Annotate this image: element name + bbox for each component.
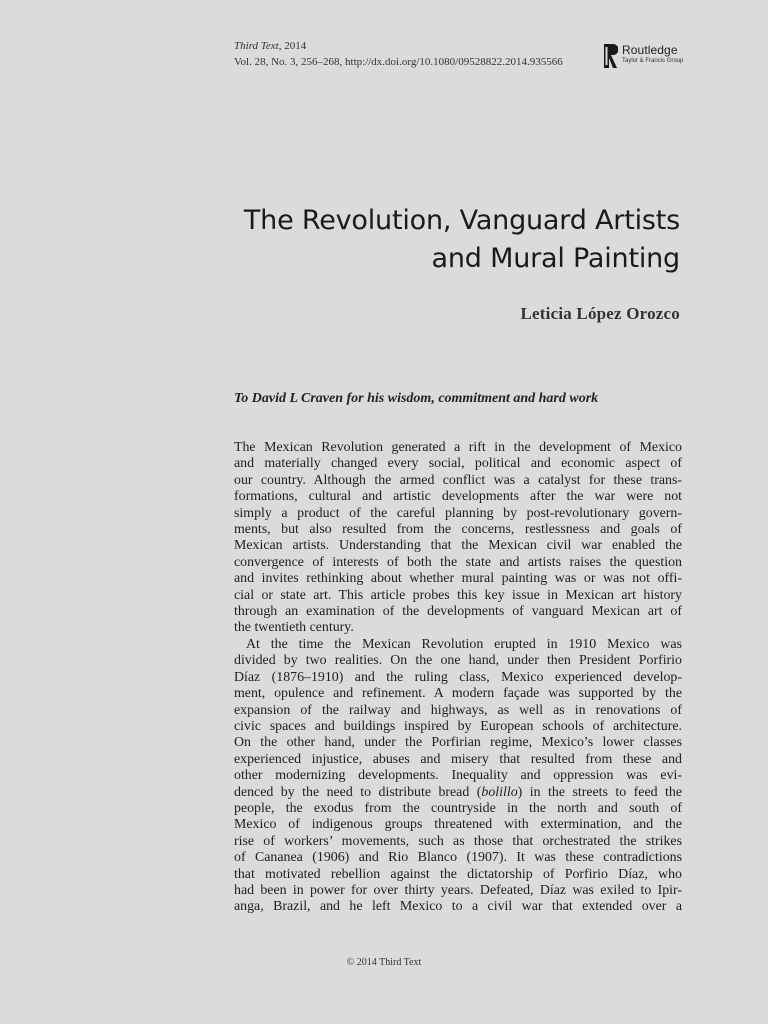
body-line: Díaz (1876–1910) and the ruling class, Mexico experienced develop-: [234, 669, 682, 685]
body-italic-term: bolillo: [481, 784, 518, 800]
body-line: of Cananea (1906) and Rio Blanco (1907). It was these contradictions: [234, 850, 682, 866]
title-line-1: The Revolution, Vanguard Artists: [243, 205, 680, 236]
body-line: ments, but also resulted from the concerns, restlessness and goals of: [234, 522, 682, 538]
body-line: and invites rethinking about whether mural painting was or was not offi-: [234, 571, 682, 587]
journal-line: [234, 38, 563, 54]
body-fragment: ) in the streets to feed the: [517, 784, 682, 800]
routledge-logo-icon: [604, 44, 618, 68]
copyright-footer: © 2014 Third Text: [346, 957, 422, 968]
body-line: and materially changed every social, political and economic aspect of: [234, 456, 682, 472]
body-line: simply a product of the careful planning by post-revolutionary govern-: [234, 505, 682, 521]
article-body: [234, 440, 682, 916]
body-line: formations, cultural and artistic developments after the war were not: [234, 489, 682, 505]
publisher-name: Routledge: [622, 43, 678, 57]
body-line: had been in power for over thirty years. Defeated, Díaz was exiled to Ipir-: [234, 882, 682, 898]
body-line: civic spaces and buildings inspired by European schools of architecture.: [234, 718, 682, 734]
dedication: To David L Craven for his wisdom, commitment and hard work: [234, 391, 599, 406]
body-line: experienced injustice, abuses and misery that resulted from these and: [234, 751, 682, 767]
body-line: [234, 785, 682, 801]
body-line: convergence of interests of both the state and artists raises the question: [234, 554, 682, 570]
body-line: The Mexican Revolution generated a rift in the development of Mexico: [234, 440, 682, 455]
body-line: cial or state art. This article probes this key issue in Mexican art history: [234, 587, 682, 603]
title-line-2: and Mural Painting: [431, 243, 680, 274]
body-line: other modernizing developments. Inequality and oppression was evi-: [234, 768, 682, 784]
journal-year: , 2014: [278, 40, 307, 52]
body-line: the twentieth century.: [234, 620, 354, 636]
body-line: our country. Although the armed conflict was a catalyst for these trans-: [234, 472, 682, 488]
body-line: At the time the Mexican Revolution erupted in 1910 Mexico was: [246, 636, 682, 652]
body-line: On the other hand, under the Porfirian regime, Mexico’s lower classes: [234, 735, 682, 751]
body-line: ment, opulence and refinement. A modern façade was supported by the: [234, 686, 682, 702]
body-line: people, the exodus from the countryside in the north and south of: [234, 800, 682, 816]
article-title: [244, 202, 680, 278]
body-line: divided by two realities. On the one hand, under then President Porfirio: [234, 653, 682, 669]
body-fragment: denced by the need to distribute bread (: [234, 784, 482, 800]
citation-line: Vol. 28, No. 3, 256–268, http://dx.doi.org/10.1080/09528822.2014.935566: [234, 56, 563, 68]
article-author: Leticia López Orozco: [520, 304, 680, 323]
publisher-logo: [604, 44, 683, 68]
journal-header: [234, 38, 563, 70]
body-line: Mexican artists. Understanding that the Mexican civil war enabled the: [234, 538, 682, 554]
publisher-subtitle: Taylor & Francis Group: [622, 58, 684, 64]
body-line: that motivated rebellion against the dictatorship of Porfirio Díaz, who: [234, 866, 682, 882]
body-line: through an examination of the developments of vanguard Mexican art of: [234, 604, 682, 620]
journal-name: Third Text: [234, 40, 279, 52]
body-line: anga, Brazil, and he left Mexico to a civil war that extended over a: [234, 899, 682, 915]
body-line: Mexico of indigenous groups threatened with extermination, and the: [234, 817, 682, 833]
publisher-text: [622, 44, 683, 65]
body-line: expansion of the railway and highways, as well as in renovations of: [234, 702, 682, 718]
body-line: rise of workers’ movements, such as those that orchestrated the strikes: [234, 833, 682, 849]
